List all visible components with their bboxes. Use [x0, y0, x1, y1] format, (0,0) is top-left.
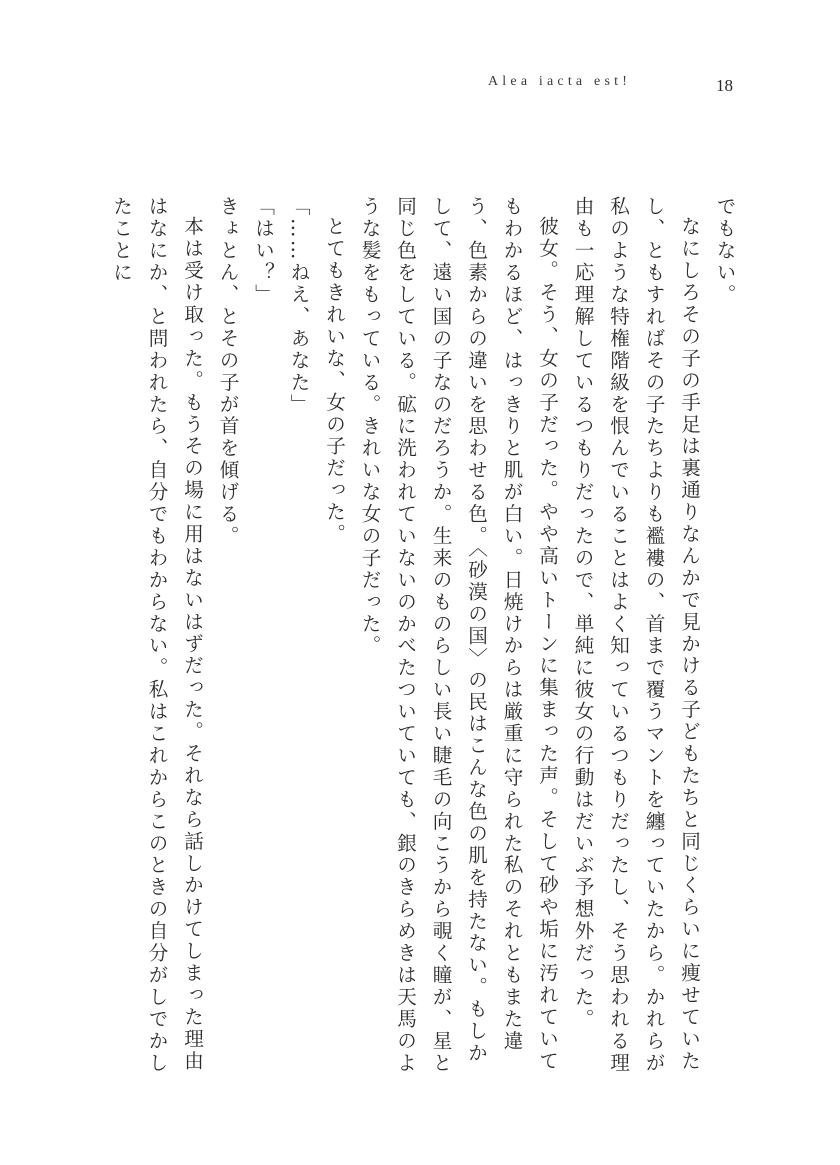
vertical-body-text — [109, 196, 742, 1074]
paragraph-2: なにしろその子の手足は裏通りなんかで見かける子どもたちと同じくらいに痩せていたし、ともすればその子たちよりも襤褸の、首まで覆うマントを纏っていたから。かれらが私のような特権階級を恨んでいることはよく知っているつもりだったし、そう思われる理由も一応理解しているつもりだったので、単純に彼女の行動はだいぶ予想外だった。 — [571, 196, 701, 1074]
dialogue-1: 「……ねえ、あなた」 — [287, 196, 310, 416]
paragraph-6: 本は受け取った。もうその場に用はないはずだった。それなら話しかけてしまった理由はなにか、と問われたら、自分でもわからない。私はこれからこのときの自分がしでかしたことに — [109, 196, 204, 1074]
paragraph-3: 彼女。そう、女の子だった。やや高いトーンに集まった声。そして砂や垢に汚れていてもわかるほど、はっきりと肌が白い。日焼けからは厳重に守られた私のそれともまた違う、色素からの違いを思わせる色。〈砂漠の国〉の民はこんな色の肌を持たない。もしかして、遠い国の子なのだろうか。生来のものらしい長い睫毛の向こうから覗く瞳が、星と同じ色をしている。砿に洗われていないのかべたついていても、銀のきらめきは天馬のような髪をもっている。きれいな女の子だった。 — [358, 196, 559, 1074]
running-title: Alea iacta est! — [488, 74, 632, 89]
paragraph-5: きょとん、とその子が首を傾げる。 — [216, 196, 239, 548]
paragraph-4: とてもきれいな、女の子だった。 — [322, 215, 346, 545]
page-number: 18 — [716, 76, 733, 95]
paragraph-1: でもない。 — [713, 196, 736, 306]
dialogue-2: 「はい？」 — [251, 196, 275, 306]
